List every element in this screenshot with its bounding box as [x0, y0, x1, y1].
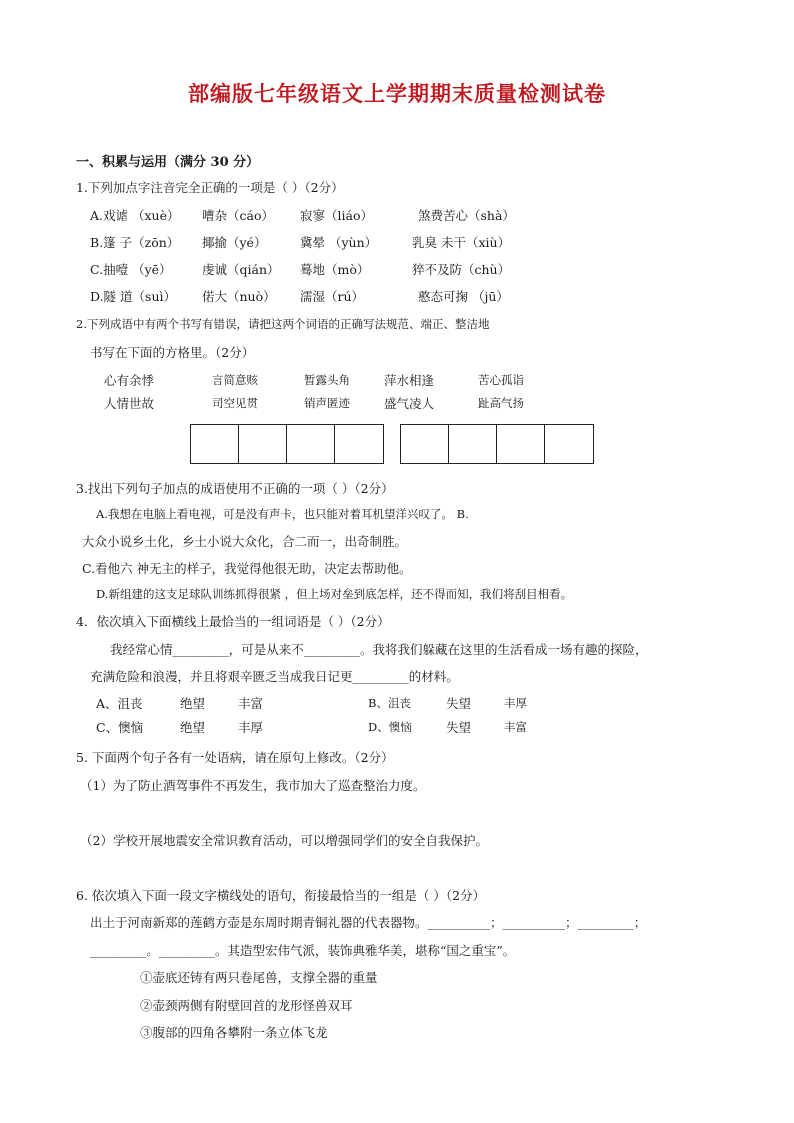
- answer-cell[interactable]: [545, 425, 593, 463]
- idiom: 心有余悸: [104, 373, 155, 388]
- q4-option: C、懊恼: [96, 720, 144, 735]
- q4-option: 失望: [446, 720, 472, 735]
- q4-option: B、沮丧: [368, 696, 411, 710]
- answer-cell[interactable]: [287, 425, 335, 463]
- answer-cell[interactable]: [239, 425, 287, 463]
- question-1-stem: 1.下列加点字注音完全正确的一项是（ ）（2分）: [76, 180, 344, 195]
- q4-option: D、懊恼: [368, 720, 412, 734]
- idiom: 销声匿迹: [304, 396, 350, 410]
- idiom: 盛气凌人: [384, 396, 435, 411]
- page-title: 部编版七年级语文上学期期末质量检测试卷: [188, 82, 606, 106]
- q1-option: 寂寥（liáo）: [300, 208, 373, 223]
- question-5-stem: 5. 下面两个句子各有一处语病，请在原句上修改。（2分）: [76, 750, 394, 765]
- q1-option: 冀晕 （yùn）: [300, 235, 378, 250]
- q1-option: 憨态可掬 （jū）: [418, 289, 509, 304]
- answer-grid-1[interactable]: [190, 424, 384, 464]
- q1-option: 猝不及防（chù）: [412, 262, 511, 277]
- q1-option: 濡湿（rú）: [300, 289, 365, 304]
- idiom: 司空见贯: [212, 396, 258, 410]
- idiom: 人情世故: [104, 396, 155, 411]
- answer-cell[interactable]: [401, 425, 449, 463]
- q1-option: C.抽噎 （yē）: [90, 262, 172, 277]
- section-heading: 一、积累与运用（满分 30 分）: [76, 155, 260, 170]
- answer-cell[interactable]: [449, 425, 497, 463]
- answer-cell[interactable]: [335, 425, 383, 463]
- q4-option: 丰富: [504, 720, 527, 734]
- idiom: 言简意赅: [212, 373, 258, 387]
- idiom: 趾高气扬: [478, 396, 524, 410]
- q4-option: A、沮丧: [96, 696, 143, 711]
- q6-item: ②壶颈两侧有附壁回首的龙形怪兽双耳: [140, 998, 353, 1013]
- q3-option-d: D.新组建的这支足球队训练抓得很紧 ，但上场对垒到底怎样，还不得而知，我们将刮目相看。: [96, 587, 573, 601]
- q1-option: 嘈杂（cáo）: [202, 208, 274, 223]
- question-2-stem: 2.下列成语中有两个书写有错误，请把这两个词语的正确写法规范、端正、整洁地: [76, 317, 490, 331]
- q1-option: B.篷 子（zōn）: [90, 235, 180, 250]
- q1-option: D.隧 道（suì）: [90, 289, 176, 304]
- q3-option-c: C.看他六 神无主的样子，我觉得他很无助，决定去帮助他。: [82, 561, 412, 576]
- q4-option: 丰厚: [238, 720, 264, 735]
- q4-option: 失望: [446, 696, 472, 711]
- idiom: 萍水相逢: [384, 373, 435, 388]
- q1-option: 揶揄（yé）: [202, 235, 267, 250]
- q4-option: 丰厚: [504, 696, 527, 710]
- q4-option: 丰富: [238, 696, 264, 711]
- q5-sentence-2: （2）学校开展地震安全常识教育活动，可以增强同学们的安全自我保护。: [80, 833, 488, 848]
- answer-cell[interactable]: [497, 425, 545, 463]
- q1-option: 虔诚（qián）: [202, 262, 280, 277]
- question-3-stem: 3.找出下列句子加点的成语使用不正确的一项（ ）（2分）: [76, 481, 394, 496]
- answer-cell[interactable]: [191, 425, 239, 463]
- q4-option: 绝望: [180, 696, 206, 711]
- q3-option-a: A.我想在电脑上看电视，可是没有声卡，也只能对着耳机望洋兴叹了。 B.: [96, 507, 469, 521]
- answer-grid-2[interactable]: [400, 424, 594, 464]
- idiom: 苦心孤诣: [478, 373, 524, 387]
- q1-option: A.戏谑 （xuè）: [90, 208, 180, 223]
- q6-passage: 出土于河南新郑的莲鹤方壶是东周时期青铜礼器的代表器物。__________；__________；_________；: [90, 915, 647, 930]
- q5-sentence-1: （1）为了防止酒驾事件不再发生，我市加大了巡查整治力度。: [80, 778, 426, 793]
- q1-option: 蓦地（mò）: [300, 262, 370, 277]
- q1-option: 煞费苦心（shà）: [418, 208, 515, 223]
- question-4-stem: 4．依次填入下面横线上最恰当的一组词语是（ ）（2分）: [76, 614, 390, 629]
- question-6-stem: 6. 依次填入下面一段文字横线处的语句，衔接最恰当的一组是（ ）（2分）: [76, 888, 486, 903]
- q3-option-b: 大众小说乡土化，乡土小说大众化，合二而一，出奇制胜。: [82, 534, 408, 549]
- question-2-stem-cont: 书写在下面的方格里。（2分）: [90, 345, 255, 360]
- q6-item: ③腹部的四角各攀附一条立体飞龙: [140, 1025, 328, 1040]
- q1-option: 乳臭 未干（xiù）: [412, 235, 511, 250]
- q4-option: 绝望: [180, 720, 206, 735]
- q4-passage: 我经常心情_________，可是从来不_________。我将我们躲藏在这里的生活看成一场有趣的探险，: [110, 642, 648, 657]
- idiom: 暂露头角: [304, 373, 350, 387]
- q6-item: ①壶底还铸有两只卷尾兽，支撑全器的重量: [140, 970, 378, 985]
- q4-passage: 充满危险和浪漫，并且将艰辛匮乏当成我日记更_________的材料。: [90, 669, 459, 684]
- q6-passage: _________。_________。其造型宏伟气派，装饰典雅华美，堪称“国之重宝”。: [90, 943, 516, 958]
- q1-option: 偌大（nuò）: [202, 289, 276, 304]
